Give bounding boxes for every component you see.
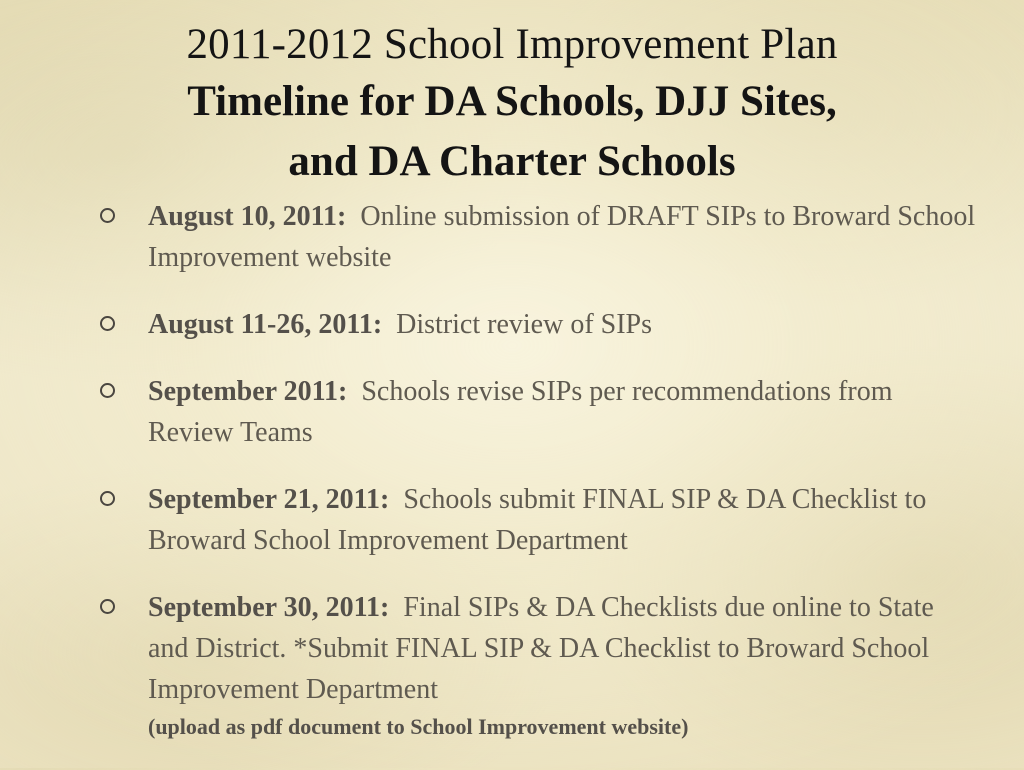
title-line-1: 2011-2012 School Improvement Plan	[186, 21, 838, 68]
timeline-text: Final SIPs & DA Checklists due online to State and District. *Submit FINAL SIP & DA Checklist to Broward School Improvement Department	[148, 592, 934, 705]
slide-title	[0, 18, 1024, 192]
timeline-date: August 10, 2011:	[148, 201, 347, 232]
timeline-text: District review of SIPs	[396, 309, 653, 340]
timeline-item-aug-10	[98, 196, 978, 278]
title-line-3: and DA Charter Schools	[288, 138, 736, 185]
hollow-circle-bullet-icon	[100, 491, 115, 506]
hollow-circle-bullet-icon	[100, 383, 115, 398]
timeline-date: August 11-26, 2011:	[148, 309, 383, 340]
timeline-date: September 2011:	[148, 376, 348, 407]
timeline-text: Schools revise SIPs per recommendations from Review Teams	[148, 376, 893, 448]
timeline-text: Schools submit FINAL SIP & DA Checklist to Broward School Improvement Department	[148, 484, 927, 556]
timeline-text: Online submission of DRAFT SIPs to Broward School Improvement website	[148, 201, 976, 273]
timeline-list	[98, 196, 978, 770]
hollow-circle-bullet-icon	[100, 208, 115, 223]
timeline-item-sep-21	[98, 479, 978, 561]
timeline-note: (upload as pdf document to School Improvement website)	[148, 714, 689, 739]
title-line-2: Timeline for DA Schools, DJJ Sites,	[187, 78, 837, 125]
hollow-circle-bullet-icon	[100, 316, 115, 331]
timeline-item-sep-30	[98, 587, 978, 744]
timeline-date: September 21, 2011:	[148, 484, 390, 515]
timeline-item-sep-2011	[98, 371, 978, 453]
timeline-date: September 30, 2011:	[148, 592, 390, 623]
timeline-item-aug-11-26	[98, 304, 978, 345]
hollow-circle-bullet-icon	[100, 599, 115, 614]
